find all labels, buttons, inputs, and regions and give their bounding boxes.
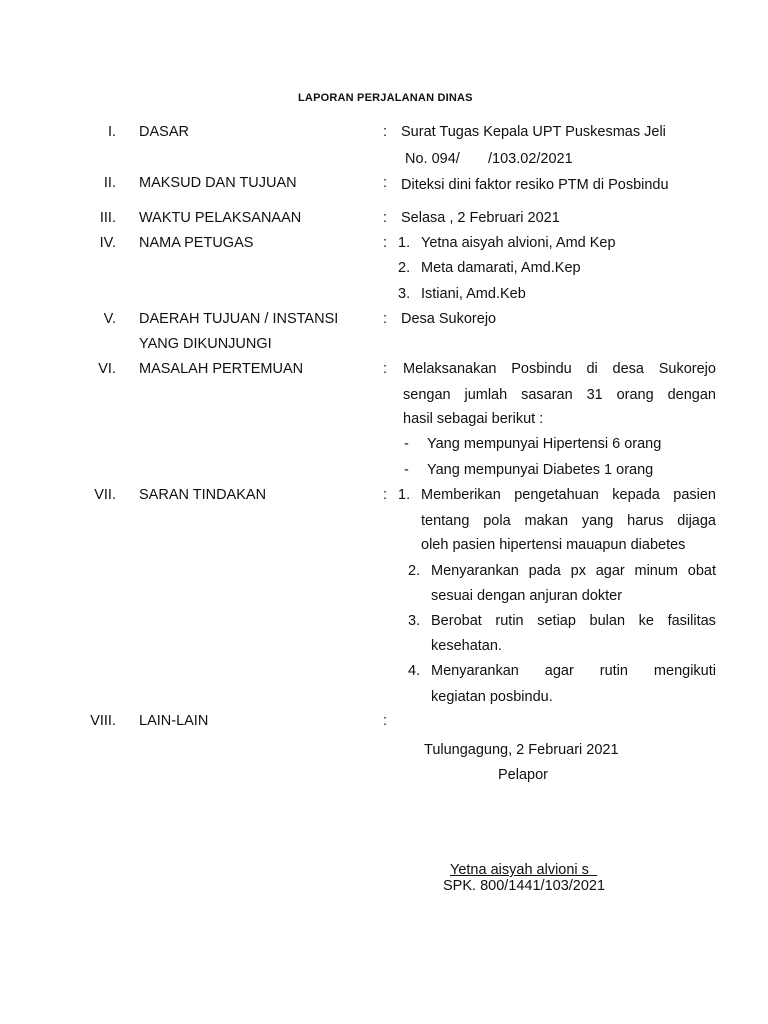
- masalah-bullet: Yang mempunyai Diabetes 1 orang: [427, 462, 654, 478]
- section-number-5: V.: [103, 311, 116, 327]
- masalah-word: desa: [612, 361, 644, 377]
- saran-word: pasien: [673, 487, 716, 503]
- saran-word: bulan: [589, 613, 626, 629]
- saran-item-number: 4.: [408, 663, 421, 679]
- signature-name-text: Yetna aisyah alvioni s: [450, 862, 589, 878]
- document-title: LAPORAN PERJALANAN DINAS: [298, 92, 473, 104]
- saran-line: oleh pasien hipertensi mauapun diabetes: [421, 537, 686, 553]
- signature-id: SPK. 800/1441/103/2021: [443, 878, 606, 894]
- section-number-6: VI.: [98, 361, 116, 377]
- waktu-line-1: Selasa , 2 Februari 2021: [401, 210, 560, 226]
- saran-line: [431, 562, 716, 580]
- petugas-item-number: 3.: [398, 286, 411, 302]
- section-label-petugas: NAMA PETUGAS: [139, 235, 254, 251]
- masalah-word: jumlah: [464, 387, 508, 403]
- colon: :: [383, 361, 388, 377]
- colon: :: [383, 311, 388, 327]
- saran-line: kesehatan.: [431, 638, 502, 654]
- section-label-daerah: DAERAH TUJUAN / INSTANSI: [139, 311, 339, 327]
- masalah-word: Posbindu: [511, 361, 572, 377]
- petugas-item-text: Istiani, Amd.Keb: [421, 286, 526, 302]
- saran-word: kepada: [612, 487, 660, 503]
- saran-word: tentang: [421, 513, 470, 529]
- saran-word: Menyarankan: [431, 663, 519, 679]
- section-label-waktu: WAKTU PELAKSANAAN: [139, 210, 302, 226]
- masalah-word: dengan: [667, 387, 716, 403]
- maksud-line-1: Diteksi dini faktor resiko PTM di Posbindu: [401, 177, 669, 193]
- saran-word: yang: [581, 513, 614, 529]
- masalah-bullet: Yang mempunyai Hipertensi 6 orang: [427, 436, 662, 452]
- saran-word: ke: [638, 613, 654, 629]
- masalah-para-line: hasil sebagai berikut :: [403, 411, 544, 427]
- daerah-line-1: Desa Sukorejo: [401, 311, 497, 327]
- petugas-item-text: Meta damarati, Amd.Kep: [421, 260, 581, 276]
- saran-line: kegiatan posbindu.: [431, 689, 553, 705]
- section-number-2: II.: [103, 175, 116, 191]
- petugas-item-number: 2.: [398, 260, 411, 276]
- saran-item-number: 3.: [408, 613, 421, 629]
- saran-word: rutin: [495, 613, 524, 629]
- bullet-dash: -: [404, 436, 409, 452]
- saran-word: dijaga: [677, 513, 716, 529]
- saran-word: setiap: [537, 613, 576, 629]
- saran-word: Menyarankan: [431, 563, 519, 579]
- section-number-7: VII.: [94, 487, 116, 503]
- colon: :: [383, 713, 388, 729]
- dasar-line-2: No. 094/ /103.02/2021: [405, 151, 573, 167]
- saran-line: [421, 512, 716, 530]
- saran-word: Berobat: [431, 613, 482, 629]
- saran-word: fasilitas: [667, 613, 716, 629]
- saran-word: makan: [524, 513, 569, 529]
- saran-word: agar: [544, 663, 574, 679]
- saran-word: pengetahuan: [514, 487, 599, 503]
- masalah-word: orang: [616, 387, 654, 403]
- saran-word: agar: [595, 563, 625, 579]
- masalah-word: Sukorejo: [658, 361, 716, 377]
- colon: :: [383, 487, 388, 503]
- saran-word: minum: [634, 563, 678, 579]
- section-label-masalah: MASALAH PERTEMUAN: [139, 361, 304, 377]
- masalah-word: di: [586, 361, 598, 377]
- section-number-3: III.: [99, 210, 116, 226]
- saran-line: [431, 612, 716, 630]
- saran-word: rutin: [599, 663, 628, 679]
- masalah-word: 31: [586, 387, 603, 403]
- section-number-1: I.: [107, 124, 116, 140]
- colon: :: [383, 124, 388, 140]
- section-number-4: IV.: [99, 235, 116, 251]
- saran-line: sesuai dengan anjuran dokter: [431, 588, 623, 604]
- colon: :: [383, 235, 388, 251]
- signature-role: Pelapor: [498, 767, 548, 783]
- saran-item-number: 2.: [408, 563, 421, 579]
- colon: :: [383, 175, 388, 191]
- section-label-daerah-2: YANG DIKUNJUNGI: [139, 336, 272, 352]
- saran-word: px: [570, 563, 586, 579]
- saran-word: harus: [627, 513, 664, 529]
- petugas-item-number: 1.: [398, 235, 411, 251]
- saran-word: mengikuti: [653, 663, 716, 679]
- signature-place-date: Tulungagung, 2 Februari 2021: [424, 742, 619, 758]
- saran-line: [431, 662, 716, 680]
- colon: :: [383, 210, 388, 226]
- section-label-lain: LAIN-LAIN: [139, 713, 209, 729]
- section-label-maksud: MAKSUD DAN TUJUAN: [139, 175, 297, 191]
- masalah-word: Melaksanakan: [403, 361, 497, 377]
- bullet-dash: -: [404, 462, 409, 478]
- saran-word: obat: [687, 563, 716, 579]
- section-number-8: VIII.: [90, 713, 116, 729]
- petugas-item-text: Yetna aisyah alvioni, Amd Kep: [421, 235, 616, 251]
- section-label-dasar: DASAR: [139, 124, 189, 140]
- saran-word: pada: [528, 563, 561, 579]
- masalah-para-line: [403, 386, 716, 404]
- section-label-saran: SARAN TINDAKAN: [139, 487, 267, 503]
- saran-line: [421, 486, 716, 504]
- saran-item-number: 1.: [398, 487, 411, 503]
- masalah-word: sengan: [403, 387, 451, 403]
- saran-word: Memberikan: [421, 487, 501, 503]
- masalah-para-line: [403, 360, 716, 378]
- saran-word: pola: [483, 513, 511, 529]
- dasar-line-1: Surat Tugas Kepala UPT Puskesmas Jeli: [401, 124, 666, 140]
- masalah-word: sasaran: [521, 387, 573, 403]
